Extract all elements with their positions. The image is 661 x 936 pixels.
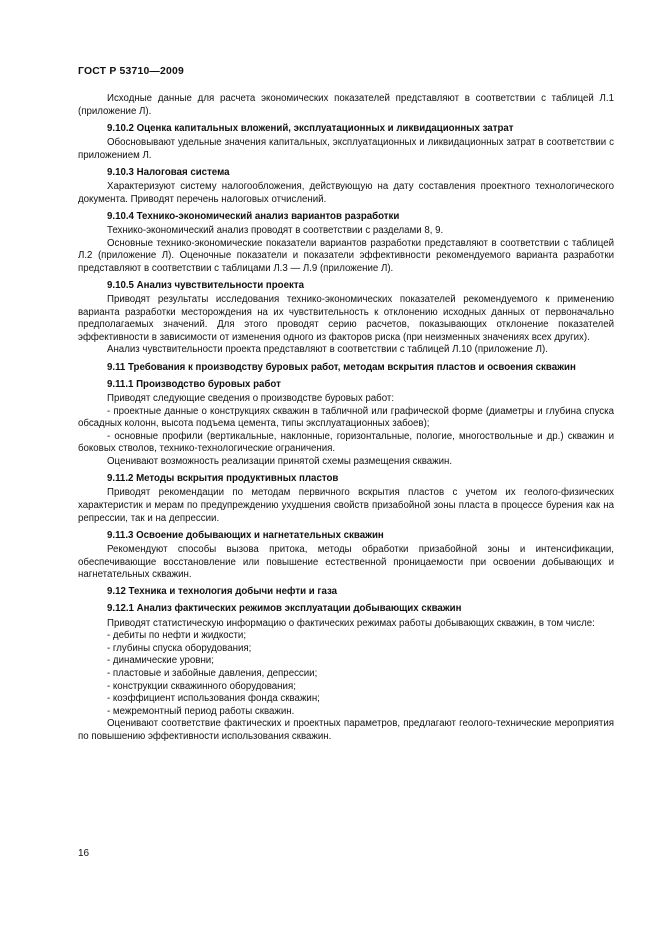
paragraph: Оценивают соответствие фактических и проектных параметров, предлагают геолого-технические мероприятия по повышению эффективности использования скважин. xyxy=(78,718,614,742)
paragraph: Приводят следующие сведения о производстве буровых работ: xyxy=(107,393,395,404)
paragraph: Приводят статистическую информацию о фактических режимах работы добывающих скважин, в том числе: xyxy=(107,617,595,629)
section-heading-9-10-4: 9.10.4 Технико-экономический анализ вариантов разработки xyxy=(107,210,400,222)
section-heading-9-11-3: 9.11.3 Освоение добывающих и нагнетательных скважин xyxy=(107,529,384,541)
bullet-item: - проектные данные о конструкциях скважин в табличной или графической форме (диаметры и глубина спуска обсадных колонн, высота подъема цемента, типы эксплуатационных забоев); xyxy=(78,405,614,430)
paragraph: Обосновывают удельные значения капитальных, эксплуатационных и ликвидационных затрат в соответствии с приложением Л. xyxy=(78,136,614,161)
section-heading-9-11: 9.11 Требования к производству буровых работ, методам вскрытия пластов и освоения скважин xyxy=(107,361,576,373)
list-item: - конструкции скважинного оборудования; xyxy=(107,680,296,692)
bullet-list xyxy=(78,630,614,718)
paragraph: Рекомендуют способы вызова притока, методы обработки призабойной зоны и интенсификации, обеспечивающие восстановление или повышение естественной проницаемости при освоении добывающих и нагнетательных скважин. xyxy=(78,543,614,581)
section-heading-9-10-3: 9.10.3 Налоговая система xyxy=(107,166,230,178)
paragraph: Анализ чувствительности проекта представляют в соответствии с таблицей Л.10 (приложение Л). xyxy=(107,344,548,356)
paragraph: Технико-экономический анализ проводят в соответствии с разделами 8, 9. xyxy=(107,224,444,236)
section-heading-9-10-2: 9.10.2 Оценка капитальных вложений, эксплуатационных и ликвидационных затрат xyxy=(107,122,514,134)
section-heading-9-11-2: 9.11.2 Методы вскрытия продуктивных пластов xyxy=(107,473,339,485)
paragraph: Приводят результаты исследования технико-экономических показателей рекомендуемого к применению варианта разработки месторождения на их чувствительность к отклонению исходных данных от первоначально предполагаемых значений. Для этого проводят серию расчетов, показывающих отклонение показателей эффективности в зависимости от изменения одного из факторов риска (при неизменных значениях всех других). xyxy=(78,294,614,343)
paragraph: Характеризуют систему налогообложения, действующую на дату составления проектного технологического документа. Приводят перечень налоговых отчислений. xyxy=(78,180,614,205)
list-item: - глубины спуска оборудования; xyxy=(107,642,252,654)
list-item: - межремонтный период работы скважин. xyxy=(107,705,295,717)
paragraph: Приводят рекомендации по методам первичного вскрытия пластов с учетом их геолого-физических характеристик и мерам по предупреждению ухудшения свойств призабойной зоны пласта в процессе бурения как на репрессии, так и на депрессии. xyxy=(78,487,614,524)
document-code-header: ГОСТ Р 53710—2009 xyxy=(78,66,184,77)
list-item: - пластовые и забойные давления, депрессии; xyxy=(107,668,318,680)
paragraph: Основные технико-экономические показатели вариантов разработки представляют в соответствии с таблицей Л.2 (приложение Л). Оценочные показатели и показатели эффективности рекомендуемого варианта разработки представляют в соответствии с таблицами Л.3 — Л.9 (приложение Л). xyxy=(78,237,614,274)
list-item: - дебиты по нефти и жидкости; xyxy=(107,630,247,642)
bullet-item: - основные профили (вертикальные, наклонные, горизонтальные, пологие, многоствольные и др.) скважин и боковых стволов, технико-технологические ограничения. xyxy=(78,430,614,455)
paragraph: Исходные данные для расчета экономических показателей представляют в соответствии с таблицей Л.1 (приложение Л). xyxy=(78,93,614,117)
section-heading-9-12: 9.12 Техника и технология добычи нефти и газа xyxy=(107,586,338,598)
paragraph: Оценивают возможность реализации принятой схемы размещения скважин. xyxy=(107,455,453,467)
page-number: 16 xyxy=(78,848,90,859)
list-item: - коэффициент использования фонда скважин; xyxy=(107,693,320,705)
section-heading-9-11-1: 9.11.1 Производство буровых работ xyxy=(107,378,281,390)
document-body xyxy=(78,93,614,744)
list-item: - динамические уровни; xyxy=(107,655,214,667)
section-heading-9-12-1: 9.12.1 Анализ фактических режимов эксплуатации добывающих скважин xyxy=(107,603,462,615)
section-heading-9-10-5: 9.10.5 Анализ чувствительности проекта xyxy=(107,279,304,291)
